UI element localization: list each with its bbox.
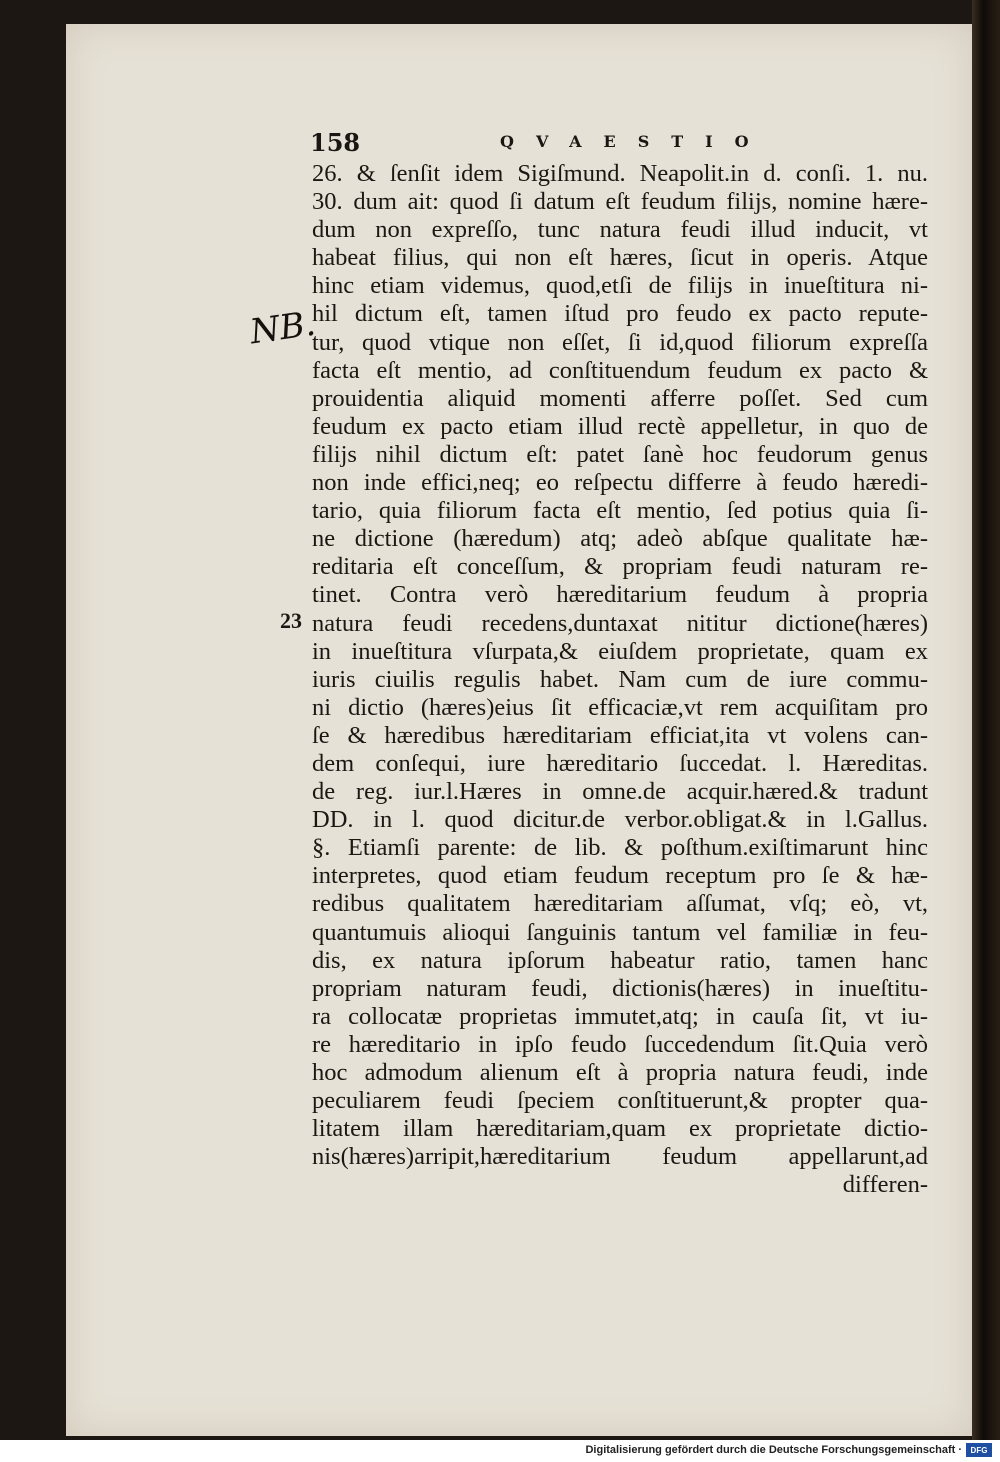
text-line: in inueſtitura vſurpata,& eiuſdem proprietate, quam ex bbox=[312, 637, 928, 665]
text-line: §. Etiamſi parente: de lib. & poſthum.exiſtimarunt hinc bbox=[312, 834, 928, 862]
text-line: feudum ex pacto etiam illud rectè appelletur, in quo de bbox=[312, 412, 928, 440]
book-spine bbox=[972, 0, 1000, 1440]
page-header bbox=[310, 128, 920, 160]
text-line: propriam naturam feudi, dictionis(hæres) in inueſtitu- bbox=[312, 974, 928, 1002]
text-line: 30. dum ait: quod ſi datum eſt feudum filijs, nomine hære- bbox=[312, 188, 928, 216]
footer-bar bbox=[0, 1440, 1000, 1462]
text-line: quantumuis alioqui ſanguinis tantum vel familiæ in feu- bbox=[312, 918, 928, 946]
text-line: reditaria eſt conceſſum, & propriam feudi naturam re- bbox=[312, 553, 928, 581]
text-line: dem conſequi, iure hæreditario ſuccedat. l. Hæreditas. bbox=[312, 749, 928, 777]
text-line: 26. & ſenſit idem Sigiſmund. Neapolit.in d. conſi. 1. nu. bbox=[312, 160, 928, 187]
funding-credit: Digitalisierung gefördert durch die Deutsche Forschungsgemeinschaft · bbox=[585, 1444, 962, 1456]
page-number: 158 bbox=[310, 128, 361, 157]
running-title: QVAESTIO bbox=[500, 132, 771, 151]
text-line: filijs nihil dictum eſt: patet ſanè hoc feudorum genus bbox=[312, 440, 928, 468]
text-line: litatem illam hæreditariam,quam ex proprietate dictio- bbox=[312, 1115, 928, 1143]
margin-note-nb: NB. bbox=[247, 303, 319, 353]
text-line: peculiarem feudi ſpeciem conſtituerunt,& propter qua- bbox=[312, 1087, 928, 1115]
text-line: differen- bbox=[842, 1171, 928, 1199]
text-line: iuris ciuilis regulis habet. Nam cum de iure commu- bbox=[312, 665, 928, 693]
text-line: tur, quod vtique non eſſet, ſi id,quod filiorum expreſſa bbox=[312, 328, 928, 356]
text-line: ni dictio (hæres)eius ſit efficaciæ,vt rem acquiſitam pro bbox=[312, 693, 928, 721]
text-line: nis(hæres)arripit,hæreditarium feudum appellarunt,ad bbox=[312, 1143, 928, 1171]
text-line: tario, quia filiorum facta eſt mentio, ſed potius quia ſi- bbox=[312, 497, 928, 525]
text-line: DD. in l. quod dicitur.de verbor.obligat.& in l.Gallus. bbox=[312, 806, 928, 834]
margin-section-number: 23 bbox=[280, 608, 302, 633]
dfg-logo: DFG bbox=[966, 1443, 992, 1457]
text-line: facta eſt mentio, ad conſtituendum feudum ex pacto & bbox=[312, 356, 928, 384]
text-line: habeat filius, qui non eſt hæres, ſicut in operis. Atque bbox=[312, 244, 928, 272]
text-line: hoc admodum alienum eſt à propria natura feudi, inde bbox=[312, 1059, 928, 1086]
text-line: ra collocatæ proprietas immutet,atq; in cauſa ſit, vt iu- bbox=[312, 1002, 928, 1030]
text-line: de reg. iur.l.Hæres in omne.de acquir.hæred.& tradunt bbox=[312, 778, 928, 806]
text-line: redibus qualitatem hæreditariam aſſumat, vſq; eò, vt, bbox=[312, 890, 928, 918]
text-line: interpretes, quod etiam feudum receptum pro ſe & hæ- bbox=[312, 862, 928, 890]
text-line: prouidentia aliquid momenti afferre poſſet. Sed cum bbox=[312, 384, 928, 412]
text-line: natura feudi recedens,duntaxat nititur dictione(hæres) bbox=[312, 609, 928, 637]
text-line: non inde effici,neq; eo reſpectu differre à feudo hæredi- bbox=[312, 469, 928, 497]
text-line: hil dictum eſt, tamen iſtud pro feudo ex pacto repute- bbox=[312, 300, 928, 328]
text-line: hinc etiam videmus, quod,etſi de filijs in inueſtitura ni- bbox=[312, 272, 928, 300]
text-line: dum non expreſſo, tunc natura feudi illud inducit, vt bbox=[312, 216, 928, 244]
text-line: tinet. Contra verò hæreditarium feudum à propria bbox=[312, 581, 928, 609]
text-line: ne dictione (hæredum) atq; adeò abſque qualitate hæ- bbox=[312, 525, 928, 553]
text-line: re hæreditario in ipſo feudo ſuccedendum ſit.Quia verò bbox=[312, 1030, 928, 1058]
text-line: dis, ex natura ipſorum habeatur ratio, tamen hanc bbox=[312, 946, 928, 974]
body-text bbox=[312, 160, 928, 1199]
text-line: ſe & hæredibus hæreditariam efficiat,ita vt volens can- bbox=[312, 721, 928, 749]
